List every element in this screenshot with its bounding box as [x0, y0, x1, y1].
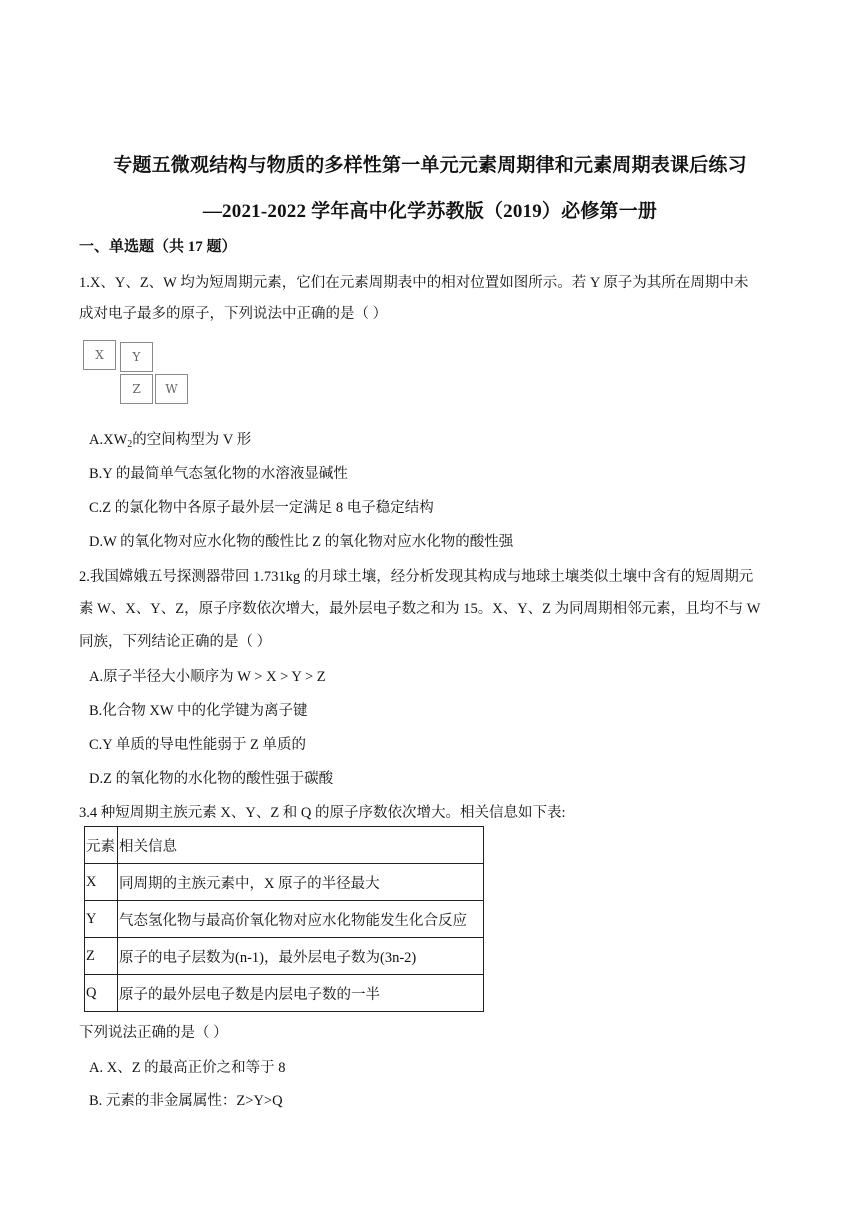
- table-cell: 原子的电子层数为(n-1)，最外层电子数为(3n-2): [118, 938, 484, 975]
- q1-stem-line2: 成对电子最多的原子，下列说法中正确的是（ ）: [79, 306, 388, 322]
- q2-option-c[interactable]: C.Y 单质的导电性能弱于 Z 单质的: [89, 737, 306, 753]
- table-cell: 气态氢化物与最高价氧化物对应水化物能发生化合反应: [118, 901, 484, 938]
- periodic-position-figure: [83, 340, 195, 408]
- q2-stem-line2: 素 W、X、Y、Z，原子序数依次增大，最外层电子数之和为 15。X、Y、Z 为同周期相邻元素，且均不与 W: [79, 601, 761, 617]
- table-cell: Q: [85, 975, 118, 1012]
- table-row: [85, 938, 484, 975]
- q3-prompt: 下列说法正确的是（ ）: [79, 1025, 228, 1041]
- q2-option-d[interactable]: D.Z 的氧化物的水化物的酸性强于碳酸: [89, 771, 334, 787]
- table-cell: 同周期的主族元素中，X 原子的半径最大: [118, 864, 484, 901]
- table-row: [85, 864, 484, 901]
- q2-stem-line3: 同族，下列结论正确的是（ ）: [79, 634, 272, 650]
- table-cell: 原子的最外层电子数是内层电子数的一半: [118, 975, 484, 1012]
- figure-cell-z: Z: [120, 374, 153, 404]
- table-header-cell: 元素: [85, 827, 118, 864]
- q1-option-a[interactable]: [89, 428, 251, 450]
- table-cell: X: [85, 864, 118, 901]
- q3-stem: 3.4 种短周期主族元素 X、Y、Z 和 Q 的原子序数依次增大。相关信息如下表:: [79, 805, 566, 821]
- table-cell: Z: [85, 938, 118, 975]
- q1-option-a-prefix: A.XW: [89, 432, 128, 448]
- q1-option-c[interactable]: C.Z 的氯化物中各原子最外层一定满足 8 电子稳定结构: [89, 500, 434, 516]
- section-heading: 一、单选题（共 17 题）: [79, 239, 237, 255]
- figure-cell-w: W: [155, 374, 188, 404]
- figure-cell-y: Y: [120, 342, 153, 372]
- table-cell: Y: [85, 901, 118, 938]
- q3-option-a[interactable]: A. X、Z 的最高正价之和等于 8: [89, 1060, 286, 1076]
- doc-title-line2: —2021-2022 学年高中化学苏教版（2019）必修第一册: [202, 201, 658, 222]
- table-row: [85, 901, 484, 938]
- q1-option-d[interactable]: D.W 的氧化物对应水化物的酸性比 Z 的氧化物对应水化物的酸性强: [89, 534, 514, 550]
- figure-cell-x: X: [83, 340, 116, 370]
- table-header-cell: 相关信息: [118, 827, 484, 864]
- element-info-table: [84, 826, 484, 1012]
- table-header-row: [85, 827, 484, 864]
- q1-option-a-suffix: 的空间构型为 V 形: [132, 432, 252, 448]
- q2-option-a[interactable]: A.原子半径大小顺序为 W > X > Y > Z: [89, 669, 326, 685]
- q3-option-b[interactable]: B. 元素的非金属属性：Z>Y>Q: [89, 1093, 283, 1109]
- doc-title-line1: 专题五微观结构与物质的多样性第一单元元素周期律和元素周期表课后练习: [113, 155, 747, 176]
- q1-option-a-subscript: 2: [127, 439, 133, 450]
- q1-stem-line1: 1.X、Y、Z、W 均为短周期元素，它们在元素周期表中的相对位置如图所示。若 Y 原子为其所在周期中未: [79, 275, 749, 291]
- q1-option-b[interactable]: B.Y 的最简单气态氢化物的水溶液显碱性: [89, 466, 348, 482]
- q2-stem-line1: 2.我国嫦娥五号探测器带回 1.731kg 的月球土壤，经分析发现其构成与地球土壤类似土壤中含有的短周期元: [79, 569, 754, 585]
- q2-option-b[interactable]: B.化合物 XW 中的化学键为离子键: [89, 703, 308, 719]
- table-row: [85, 975, 484, 1012]
